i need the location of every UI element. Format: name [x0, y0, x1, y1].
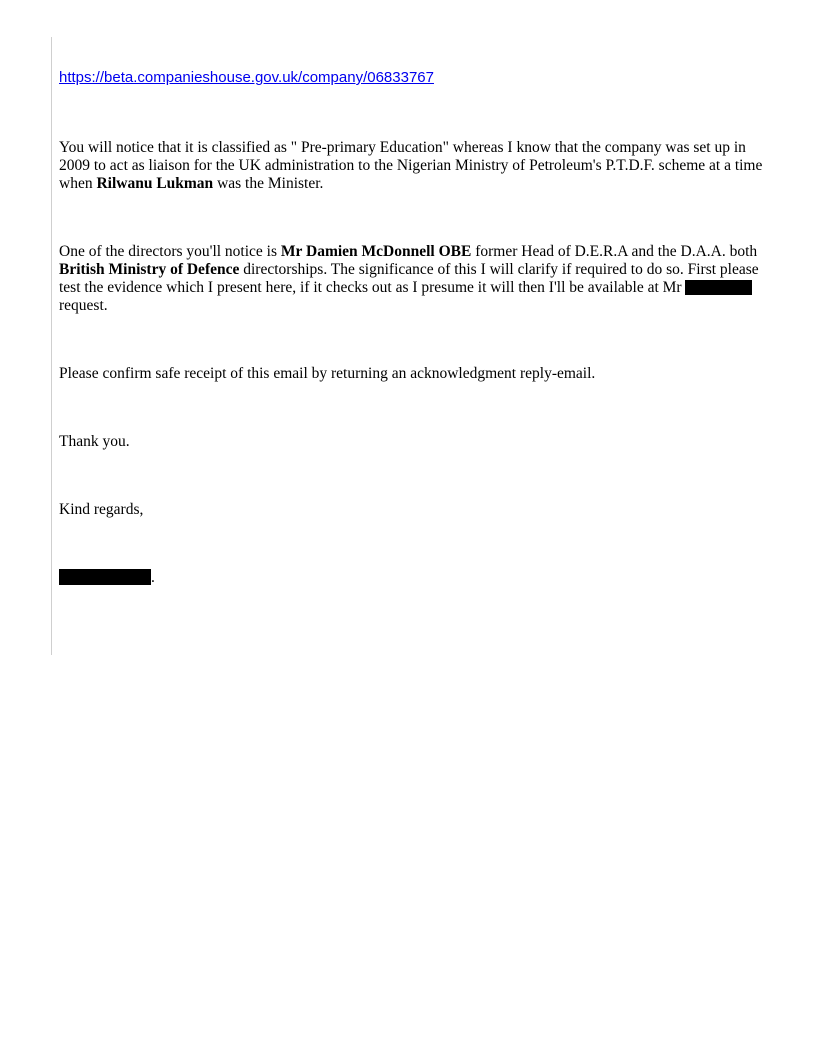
- redacted-signature-block: [59, 569, 151, 585]
- ministry-name: British Ministry of Defence: [59, 261, 240, 278]
- email-body: [59, 68, 775, 587]
- classification-text-1: You will notice that it is classified as " Pre-primary Education" whereas I know that the company was set up in 2009 to act as liaison for the UK administration to the Nigerian Ministry of Petroleum's P.T.D.F. scheme at a time when: [59, 139, 763, 192]
- paragraph-confirm-receipt: Please confirm safe receipt of this email by returning an acknowledgment reply-email.: [59, 365, 596, 382]
- director-name: Mr Damien McDonnell OBE: [280, 243, 472, 260]
- directors-text-2: former Head of D.E.R.A and the D.A.A. both: [471, 243, 758, 260]
- signature: [59, 569, 775, 587]
- paragraph-thanks: Thank you.: [59, 433, 130, 450]
- directors-text-3: directorships. The significance of this I will clarify if required to do so. First please test the evidence which I present here, if it checks out as I presume it will then I'll be available at Mr: [59, 261, 759, 296]
- quote-bar: [51, 37, 52, 655]
- paragraph-classification: [59, 139, 775, 193]
- paragraph-regards: Kind regards,: [59, 501, 144, 518]
- directors-text-1: One of the directors you'll notice is: [59, 243, 281, 260]
- companies-house-link[interactable]: https://beta.companieshouse.gov.uk/company/06833767: [59, 69, 434, 86]
- classification-text-2: was the Minister.: [213, 175, 324, 192]
- minister-name: Rilwanu Lukman: [96, 175, 214, 192]
- directors-text-4: request.: [59, 297, 108, 314]
- redacted-name-block: [685, 280, 752, 295]
- paragraph-directors: [59, 243, 775, 315]
- signature-suffix: .: [151, 569, 155, 586]
